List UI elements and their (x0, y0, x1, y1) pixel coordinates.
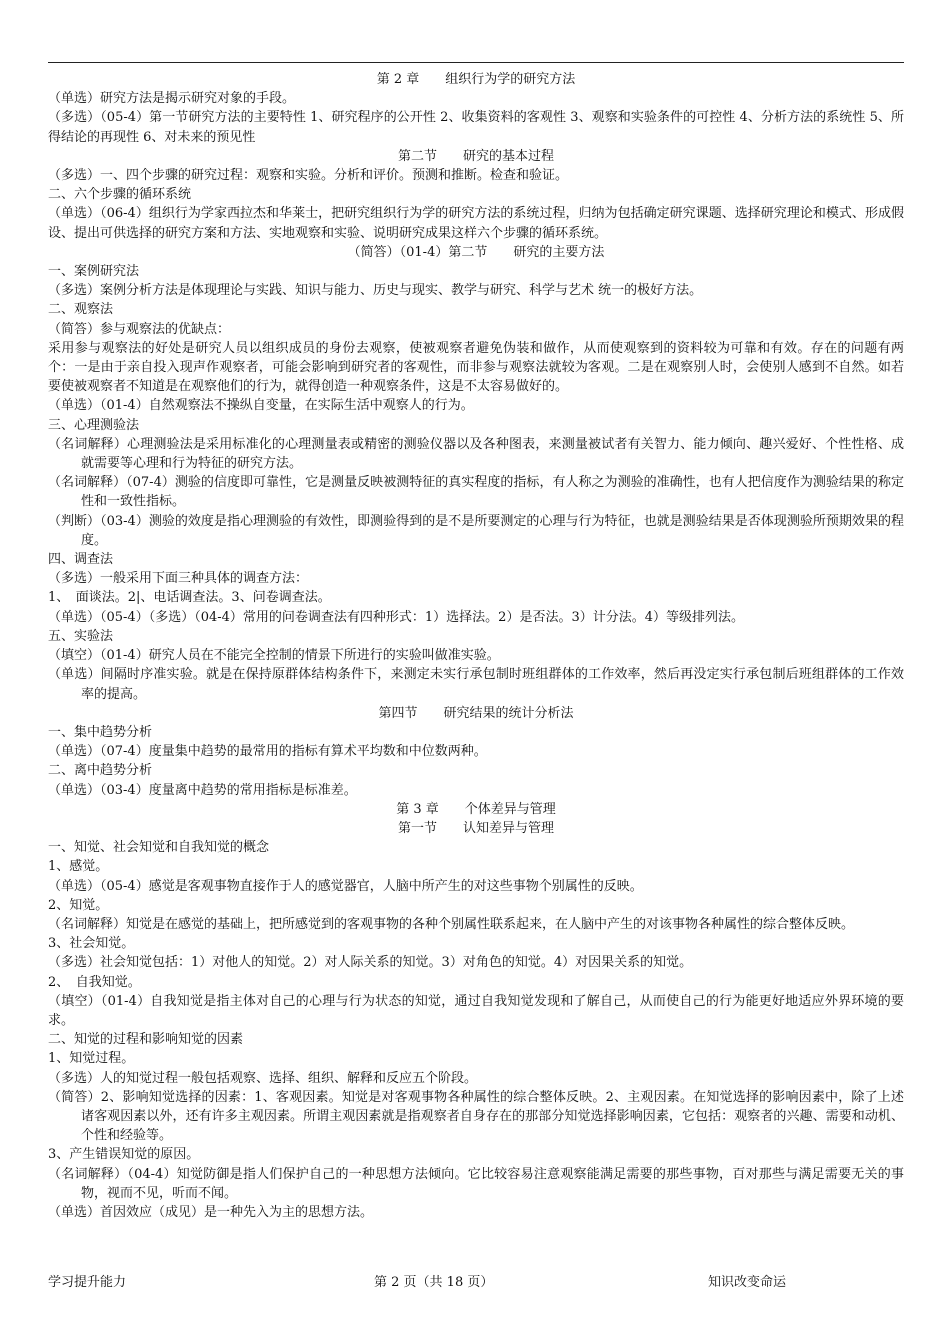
section-heading: 第二节 研究的基本过程 (397, 148, 554, 164)
text-line: （多选）人的知觉过程一般包括观察、选择、组织、解释和反应五个阶段。 (48, 1070, 478, 1086)
text-line: 一、集中趋势分析 (48, 724, 153, 740)
text-line: （单选）间隔时序准实验。就是在保持原群体结构条件下，来测定未实行承包制时班组群体的工作效率，然后再没定实行承包制后班组群体的工作效率的提高。 (48, 667, 904, 702)
text-line: （简答）参与观察法的优缺点： (48, 321, 231, 337)
text-line: 二、知觉的过程和影响知觉的因素 (48, 1032, 244, 1048)
page-number: 第 2 页（共 18 页） (374, 1275, 494, 1290)
footer-right-slogan: 知识改变命运 (708, 1275, 787, 1290)
footer-left-slogan: 学习提升能力 (48, 1275, 127, 1290)
text-line: （单选）（06-4）组织行为学家西拉杰和华莱士，把研究组织行为学的研究方法的系统过程，归纳为包括确定研究课题、选择研究理论和模式、形成假设、提出可供选择的研究方案和方法、实地观察和实验、说明研究成果这样六个步骤的循环系统。 (48, 206, 904, 241)
text-line: 1、感觉。 (48, 859, 109, 875)
text-line: （单选）（07-4）度量集中趋势的最常用的指标有算术平均数和中位数两种。 (48, 744, 487, 760)
text-line: 一、知觉、社会知觉和自我知觉的概念 (48, 840, 270, 856)
text-line: （简答）2、影响知觉选择的因素：1、客观因素。知觉是对客观事物各种属性的综合整体反映。2、主观因素。在知觉选择的影响因素中，除了上述诸客观因素以外，还有许多主观因素。所谓主观因素就是指观察者自身存在的那部分知觉选择影响因素，它包括：观察者的兴趣、需要和动机、个性和经验等。 (48, 1089, 904, 1144)
text-line: （多选）案例分析方法是体现理论与实践、知识与能力、历史与现实、教学与研究、科学与艺术 统一的极好方法。 (48, 283, 703, 299)
text-line: （单选）（03-4）度量离中趋势的常用指标是标准差。 (48, 782, 357, 798)
text-line: （判断）（03-4）测验的效度是指心理测验的有效性，即测验得到的是不是所要测定的心理与行为特征，也就是测验结果是否体现测验所预期效果的程度。 (48, 513, 904, 548)
text-line: 二、观察法 (48, 302, 114, 318)
section-heading: （简答）（01-4）第二节 研究的主要方法 (347, 244, 605, 260)
text-line: （单选）（05-4）（多选）（04-4）常用的问卷调查法有四种形式：1）选择法。2）是否法。3）计分法。4）等级排列法。 (48, 609, 744, 625)
text-line: 3、社会知觉。 (48, 936, 135, 952)
text-line: 五、实验法 (48, 628, 114, 644)
text-line: （单选）研究方法是揭示研究对象的手段。 (48, 91, 296, 107)
header-rule (48, 62, 904, 63)
text-line: 2、 自我知觉。 (48, 974, 141, 990)
text-line: （多选）一、四个步骤的研究过程：观察和实验。分析和评价。预测和推断。检查和验证。 (48, 168, 569, 184)
text-line: 2、知觉。 (48, 897, 109, 913)
page-footer (48, 1273, 904, 1293)
text-line: （多选）一般采用下面三种具体的调查方法： (48, 571, 309, 587)
text-line: （填空）（01-4）研究人员在不能完全控制的情景下所进行的实验叫做准实验。 (48, 648, 500, 664)
text-line: （名词解释）知觉是在感觉的基础上，把所感觉到的客观事物的各种个别属性联系起来，在人脑中产生的对该事物各种属性的综合整体反映。 (48, 916, 855, 932)
text-line: （单选）首因效应（成见）是一种先入为主的思想方法。 (48, 1204, 374, 1220)
text-line: 3、产生错误知觉的原因。 (48, 1147, 200, 1163)
text-line: 一、案例研究法 (48, 264, 140, 280)
text-line: （名词解释）（07-4）测验的信度即可靠性，它是测量反映被测特征的真实程度的指标，有人称之为测验的准确性，也有人把信度作为测验结果的称定性和一致性指标。 (48, 475, 904, 510)
text-line: 1、知觉过程。 (48, 1051, 135, 1067)
section-heading: 第 3 章 个体差异与管理 (396, 801, 556, 817)
text-line: 三、心理测验法 (48, 417, 140, 433)
text-line: （多选）（05-4）第一节研究方法的主要特性 1、研究程序的公开性 2、收集资料的客观性 3、观察和实验条件的可控性 4、分析方法的系统性 5、所得结论的再现性 6、对未来的预见性 (48, 110, 904, 145)
text-line: （单选）（01-4）自然观察法不操纵自变量，在实际生活中观察人的行为。 (48, 398, 474, 414)
text-line: （名词解释）心理测验法是采用标准化的心理测量表或精密的测验仪器以及各种图表，来测量被试者有关智力、能力倾向、趣兴爱好、个性性格、成就需要等心理和行为特征的研究方法。 (48, 436, 904, 472)
document-body (48, 70, 904, 1222)
text-line: 采用参与观察法的好处是研究人员以组织成员的身份去观察，使被观察者避免伪装和做作，从而使观察到的资料较为可靠和有效。存在的问题有两个：一是由于亲自投入现声作观察者，可能会影响到研究者的客观性，而非参与观察法就较为客观。二是在观察别人时，会使别人感到不自然。如若要使被观察者不知道是在观察他们的行为，就得创造一种观察条件，这是不太容易做好的。 (48, 340, 904, 395)
text-line: （名词解释）（04-4）知觉防御是指人们保护自己的一种思想方法倾向。它比较容易注意观察能满足需要的那些事物，百对那些与满足需要无关的事物，视而不见，听而不闻。 (48, 1166, 904, 1201)
text-line: （单选）（05-4）感觉是客观事物直接作于人的感觉器官，人脑中所产生的对这些事物个别属性的反映。 (48, 878, 643, 894)
text-line: 1、 面谈法。2|、电话调查法。3、问卷调查法。 (48, 590, 331, 606)
section-heading: 第 2 章 组织行为学的研究方法 (376, 72, 576, 87)
text-line: 四、调查法 (48, 552, 114, 568)
text-line: 二、离中趋势分析 (48, 763, 153, 779)
text-line: （填空）（01-4）自我知觉是指主体对自己的心理与行为状态的知觉，通过自我知觉发现和了解自己，从而使自己的行为能更好地适应外界环境的要求。 (48, 993, 904, 1028)
section-heading: 第一节 认知差异与管理 (397, 820, 554, 836)
text-line: （多选）社会知觉包括：1）对他人的知觉。2）对人际关系的知觉。3）对角色的知觉。4）对因果关系的知觉。 (48, 955, 693, 971)
text-line: 二、六个步骤的循环系统 (48, 187, 192, 203)
section-heading: 第四节 研究结果的统计分析法 (378, 705, 574, 721)
